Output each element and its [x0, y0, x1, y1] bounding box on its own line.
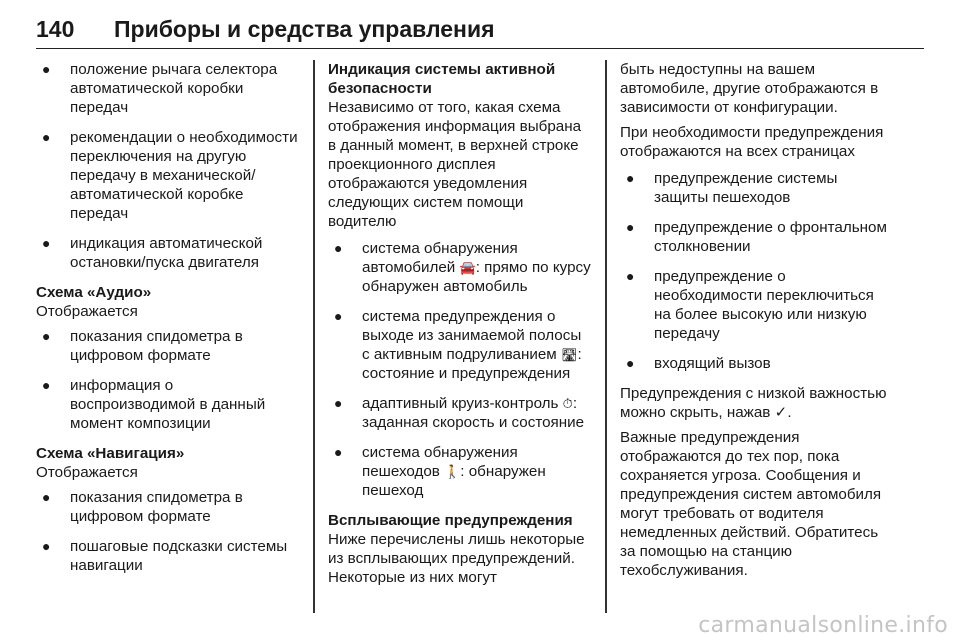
navigation-section [36, 444, 300, 575]
bullet-icon: ● [42, 328, 51, 344]
car-front-icon: 🚘 [459, 260, 476, 275]
pedestrian-icon: 🚶 [444, 464, 461, 479]
page-title: Приборы и средства управления [114, 16, 495, 42]
paragraph: Важные предупреждения отображаются до тех пор, пока сохраняется угроза. Сообщения и предупреждения систем автомобиля могут требовать от водителя немедленных действий. Обратитесь за помощью на станцию техобслуживания. [620, 429, 882, 579]
adaptive-cruise-icon: ⏱ [562, 396, 573, 411]
list-item: ● предупреждение о необходимости переключиться на более высокую или низкую передачу [626, 268, 874, 342]
popup-section [328, 511, 592, 587]
bullet-list [36, 327, 300, 433]
paragraph: При необходимости предупреждения отображаются на всех страницах [620, 124, 884, 160]
section-text: Ниже перечислены лишь некоторые из всплывающих предупреждений. Некоторые из них могут [328, 531, 585, 586]
bullet-list [328, 239, 592, 500]
list-item: ● показания спидометра в цифровом формате [42, 328, 243, 364]
bullet-icon: ● [334, 444, 343, 460]
bullet-icon: ● [42, 489, 51, 505]
bullet-icon: ● [626, 219, 635, 235]
paragraph: быть недоступны на вашем автомобиле, другие отображаются в зависимости от конфигурации. [620, 61, 879, 116]
section-heading: Схема «Навигация» [36, 445, 185, 462]
lane-assist-icon: 🛣 [560, 347, 578, 362]
page-header [36, 14, 924, 49]
list-item: ● рекомендации о необходимости переключения на другую передачу в механической/автоматической коробке передач [42, 129, 298, 222]
list-item: ● входящий вызов [626, 355, 771, 372]
section-heading: Всплывающие предупреждения [328, 512, 573, 529]
bullet-icon: ● [42, 538, 51, 554]
audio-section [36, 283, 300, 433]
section-intro: Отображается [36, 464, 138, 481]
list-item: ● система предупреждения о выходе из занимаемой полосы с активным подруливанием 🛣: состояние и предупреждения [334, 308, 582, 382]
bullet-icon: ● [626, 355, 635, 371]
list-item: ● предупреждение о фронтальном столкновении [626, 219, 887, 255]
bullet-list [620, 169, 888, 373]
bullet-icon: ● [626, 268, 635, 284]
bullet-icon: ● [334, 308, 343, 324]
column-divider [605, 60, 607, 613]
bullet-list [36, 60, 300, 272]
list-item: ● система обнаружения автомобилей 🚘: прямо по курсу обнаружен автомобиль [334, 240, 591, 295]
paragraph: Предупреждения с низкой важностью можно скрыть, нажав ✓. [620, 385, 887, 421]
bullet-icon: ● [42, 235, 51, 251]
checkmark-icon: ✓ [774, 404, 788, 421]
column-divider [313, 60, 315, 613]
bullet-icon: ● [626, 170, 635, 186]
section-intro: Отображается [36, 303, 138, 320]
bullet-list [36, 488, 300, 575]
bullet-icon: ● [42, 377, 51, 393]
column-3 [620, 60, 888, 586]
column-2 [328, 60, 592, 593]
column-1 [36, 60, 300, 586]
section-heading: Индикация системы активной безопасности [328, 61, 556, 97]
list-item: ● показания спидометра в цифровом формате [42, 489, 243, 525]
bullet-icon: ● [42, 129, 51, 145]
list-item: ● система обнаружения пешеходов 🚶: обнаружен пешеход [334, 444, 546, 499]
bullet-icon: ● [42, 61, 51, 77]
list-item: ● информация о воспроизводимой в данный момент композиции [42, 377, 266, 432]
watermark: carmanualsonline.info [698, 613, 948, 638]
page-number: 140 [36, 16, 75, 42]
list-item: ● предупреждение системы защиты пешеходов [626, 170, 838, 206]
bullet-icon: ● [334, 395, 343, 411]
section-heading: Схема «Аудио» [36, 284, 152, 301]
list-item: ● адаптивный круиз-контроль ⏱: заданная скорость и состояние [334, 395, 585, 431]
list-item: ● индикация автоматической остановки/пуска двигателя [42, 235, 263, 271]
bullet-icon: ● [334, 240, 343, 256]
list-item: ● пошаговые подсказки системы навигации [42, 538, 288, 574]
section-text: Независимо от того, какая схема отображения информация выбрана в данный момент, в верхней строке проекционного дисплея отображаются уведомления следующих систем помощи водителю [328, 99, 582, 230]
list-item: ● положение рычага селектора автоматической коробки передач [42, 61, 278, 116]
